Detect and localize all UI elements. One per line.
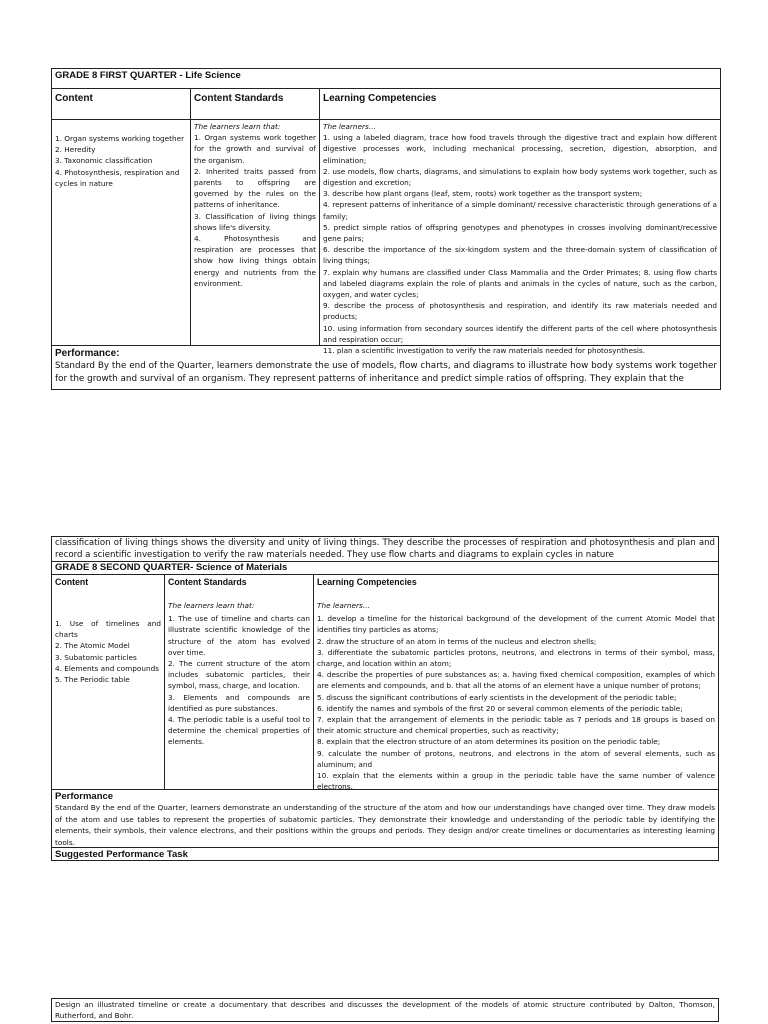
q1-competency-item: 9. describe the process of photosynthesis and respiration, and identify its raw materials needed and products;	[323, 301, 717, 322]
q1-performance-cell	[52, 346, 720, 389]
task-text: Design an illustrated timeline or create a documentary that describes and discusses the development of the models of atomic structure contributed by Dalton, Thomson, Rutherford, and Bohr.	[55, 1000, 715, 1020]
task-box	[51, 998, 719, 1022]
q2-competency-item: 4. describe the properties of pure substances as: a. having fixed chemical composition, examples of which are elements and compounds, and b. that all the atoms of an element have a unique number of protons;	[317, 670, 715, 691]
q1-header-content: Content	[52, 89, 191, 119]
q2-competency-item: 6. identify the names and symbols of the first 20 or several common elements of the periodic table;	[317, 703, 683, 713]
q1-competency-item: 5. predict simple ratios of offspring genotypes and phenotypes in crosses involving dominant/recessive gene pairs;	[323, 222, 717, 244]
q2-competencies-cell	[314, 575, 718, 792]
q2-content-item: 2. The Atomic Model	[55, 641, 130, 651]
q1-competency-item: 2. use models, flow charts, diagrams, and simulations to explain how body systems work together, such as digestion and excretion;	[323, 166, 717, 188]
q1-header-standards: Content Standards	[191, 89, 320, 119]
q2-competency-item: 7. explain that the arrangement of elements in the periodic table as 7 periods and 18 groups is based on their atomic structure and chemical properties, such as reactivity;	[317, 715, 715, 736]
q2-content-cell	[52, 575, 165, 789]
q2-header-content: Content	[55, 577, 89, 587]
q1-competency-item: 1. using a labeled diagram, trace how food travels through the digestive tract and explain how different digestive processes work, including mechanical processing, secretion, digestion, absorption, and elimination;	[323, 133, 717, 165]
q1-competency-item: 4. represent patterns of inheritance of a simple dominant/ recessive characteristic through generations of a family;	[323, 200, 717, 221]
q2-header-competencies: Learning Competencies	[317, 577, 417, 587]
q2-performance-cell	[52, 790, 718, 847]
q1-header-row	[52, 89, 720, 120]
q1-content-item: 1. Organ systems working together	[55, 134, 185, 143]
q1-competency-item: 3. describe how plant organs (leaf, stem, roots) work together as the transport system;	[323, 189, 643, 199]
q1-standard-item: 1. Organ systems work together for the growth and survival of the organism.	[194, 133, 316, 165]
q1-performance-label: Performance:	[55, 348, 120, 359]
q1-content-item: 3. Taxonomic classification	[55, 156, 153, 166]
q1-competencies-intro: The learners…	[323, 122, 377, 131]
q2-competency-item: 8. explain that the electron structure of an atom determines its position on the periodic table;	[317, 737, 661, 747]
q2-competency-item: 1. develop a timeline for the historical background of the development of the current Atomic Model that identifies tiny particles as atoms;	[317, 614, 715, 635]
q1-header-competencies: Learning Competencies	[323, 93, 437, 104]
q2-title-row	[52, 562, 718, 575]
q2-standard-item: 2. The current structure of the atom includes subatomic particles, their symbol, mass, charge, and location.	[168, 659, 310, 691]
q2-content-item: 5. The Periodic table	[55, 675, 130, 685]
q2-content-item: 4. Elements and compounds	[55, 663, 160, 673]
q2-competency-item: 9. calculate the number of protons, neutrons, and electrons in the atom of several elements, such as aluminum; and	[317, 748, 715, 769]
q1-standards-intro: The learners learn that:	[194, 122, 281, 131]
q1-competency-item: 6. describe the importance of the six-kingdom system and the three-domain system of classification of living things;	[323, 245, 717, 266]
q1-competency-item: 11. plan a scientific investigation to verify the raw materials needed for photosynthesis.	[323, 346, 646, 356]
q2-competencies-intro: The learners…	[317, 601, 371, 610]
q2-competency-item: 5. discuss the significant contributions of early scientists in the development of the periodic table;	[317, 692, 677, 702]
q2-standard-item: 4. The periodic table is a useful tool to determine the chemical properties of elements.	[168, 715, 310, 747]
q2-table	[51, 561, 719, 861]
q1-standard-item: 3. Classification of living things shows life's diversity.	[194, 211, 316, 232]
q2-performance-row	[52, 790, 718, 848]
q2-task-row	[52, 848, 718, 862]
q1-content-item: 2. Heredity	[55, 145, 96, 155]
q1-performance-text: Standard By the end of the Quarter, learners demonstrate the use of models, flow charts, and diagrams to illustrate how body systems work together for the growth and survival of an organism. They represent patterns of inheritance and predict simple ratios of offspring. They explain that the	[55, 361, 717, 384]
q1-content-cell	[52, 118, 191, 345]
q2-competency-item: 3. differentiate the subatomic particles protons, neutrons, and electrons in terms of their symbol, mass, charge, and location within an atom;	[317, 647, 715, 669]
q2-standards-intro: The learners learn that:	[168, 601, 255, 610]
q2-standard-item: 1. The use of timeline and charts can illustrate scientific knowledge of the structure of the atom has evolved over time.	[168, 614, 310, 657]
q1-standards-cell	[191, 118, 320, 345]
q1-performance-row	[52, 346, 720, 389]
q1-content-item: 4. Photosynthesis, respiration and cycles in nature	[55, 167, 180, 188]
q2-performance-text: Standard By the end of the Quarter, learners demonstrate an understanding of the structure of the atom and how our understandings have changed over time. They draw models of the atom and use tables to represent the properties of subatomic particles. They demonstrate their knowledge and understanding of the periodic table by identifying the elements, their symbols, their valence electrons, and their positions within the groups and periods. They design and/or create timelines or documentaries as interesting learning tools.	[55, 803, 715, 847]
q2-body-row	[52, 575, 718, 790]
continuation-text: classification of living things shows the diversity and unity of living things. They describe the processes of respiration and photosynthesis and plan and record a scientific investigation to verify the raw materials needed. They use flow charts and diagrams to explain cycles in nature	[55, 538, 715, 560]
q2-competency-item: 2. draw the structure of an atom in terms of the nucleus and electron shells;	[317, 636, 597, 646]
q1-title: GRADE 8 FIRST QUARTER - Life Science	[55, 70, 241, 81]
q1-competency-item: 10. using information from secondary sources identify the different parts of the cell where photosynthesis and respiration occur;	[323, 323, 717, 344]
q2-performance-label: Performance	[55, 791, 114, 802]
continuation-box	[51, 536, 719, 562]
q2-title: GRADE 8 SECOND QUARTER- Science of Materials	[55, 562, 288, 573]
q2-header-standards: Content Standards	[168, 577, 247, 587]
q2-competency-item: 10. explain that the elements within a group in the periodic table have the same number of valence electrons.	[317, 771, 715, 792]
q2-task-label: Suggested Performance Task	[55, 849, 188, 860]
q1-title-row	[52, 69, 720, 89]
q2-standard-item: 3. Elements and compounds are identified as pure substances.	[168, 692, 310, 713]
q1-table	[51, 68, 721, 390]
q1-competencies-cell	[320, 118, 720, 356]
q1-standard-item: 2. Inherited traits passed from parents to offspring are governed by the rules on the patterns of inheritance.	[194, 166, 316, 210]
q1-standard-item: 4. Photosynthesis and respiration are processes that show how living things obtain energy and nutrients from the environment.	[194, 234, 316, 288]
q2-content-item: 1. Use of timelines and charts	[55, 619, 161, 640]
q2-content-item: 3. Subatomic particles	[55, 652, 137, 662]
q1-competency-item: 7. explain why humans are classified under Class Mammalia and the Order Primates; 8. using flow charts and labeled diagrams explain the role of plants and animals in the cycles of nature, such as the carbon, oxygen, and water cycles;	[323, 267, 717, 300]
q2-standards-cell	[165, 575, 314, 789]
